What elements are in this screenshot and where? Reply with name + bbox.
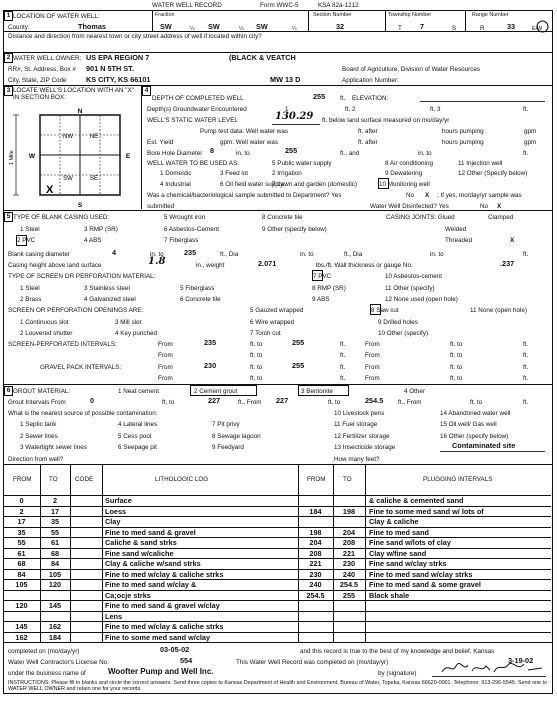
svg-text:NW: NW: [63, 134, 73, 140]
business-name: Woofter Pump and Well Inc.: [108, 667, 214, 676]
svg-text:E: E: [125, 153, 131, 160]
log-cell-d: Lens: [105, 611, 123, 621]
log-cell-t: 184: [48, 632, 62, 642]
log-cell-t2: 198: [342, 506, 356, 516]
log-cell-f: 17: [17, 517, 26, 526]
casing-pvc-selected: 2 PVC: [17, 237, 36, 244]
instructions: INSTRUCTIONS: Please fill in blanks and circle the correct answers. Send three copies to Kansas Department of Health and Environment, Bureau of Water, Topeka, Kansas 66620-0001. Telephone: 913-296-5545. Send one to WATER WELL OWNER and retain one for your records.: [8, 680, 547, 692]
log-cell-p: Fine to med sand: [369, 527, 430, 537]
log-cell-f2: 221: [309, 559, 322, 568]
log-cell-f2: 204: [309, 538, 322, 547]
north-label: N: [77, 108, 83, 115]
log-cell-t2: 255: [342, 590, 356, 600]
record-date: 3-19-02: [508, 656, 534, 665]
completion-date: 03-05-02: [160, 645, 190, 654]
log-cell-f: 120: [15, 601, 28, 610]
log-cell-t: 2: [52, 496, 58, 505]
depth-value: 255: [313, 92, 326, 101]
log-cell-t: 68: [50, 548, 60, 558]
owner-address: 901 N 5TH ST.: [86, 64, 134, 73]
svg-text:S: S: [77, 202, 83, 209]
well-x-mark: X: [46, 184, 54, 196]
log-cell-t: 35: [50, 517, 60, 526]
log-cell-f2: 254.5: [306, 590, 325, 600]
distance-label: Distance and direction from nearest town or city street address of well if located within city?: [8, 33, 262, 40]
log-cell-f2: 230: [309, 569, 322, 579]
log-cell-d: Fine sand w/caliche: [105, 548, 174, 558]
screen-pvc-selected: 7 PVC: [313, 273, 332, 280]
owner-name: US EPA REGION 7: [86, 53, 150, 62]
log-cell-d: Clay & caliche w/sand strks: [105, 559, 201, 568]
svg-text:SW: SW: [63, 176, 73, 182]
log-cell-t2: 230: [342, 559, 356, 568]
log-cell-d: Loess: [105, 506, 127, 516]
cement-grout-selected: 2 Cement grout: [194, 388, 238, 395]
ksa-ref: KSA 82a-1212: [318, 2, 359, 9]
township-number: 7: [420, 22, 425, 31]
log-cell-d: Fine to med w/clay & caliche strks: [105, 569, 224, 579]
log-cell-p: Fine sand w/lots of clay: [369, 538, 451, 547]
log-cell-t: 17: [50, 506, 60, 516]
log-cell-d: Fine to med sand & gravel w/clay: [105, 601, 220, 610]
svg-text:1 Mile: 1 Mile: [9, 150, 15, 165]
log-cell-f: 84: [17, 569, 26, 579]
log-cell-d: Fine to med w/clay & caliche strks: [105, 622, 224, 631]
log-cell-t: 145: [48, 601, 62, 610]
log-cell-f: 2: [19, 506, 24, 516]
form-number: Form WWC-5: [260, 2, 299, 9]
svg-text:SE: SE: [89, 176, 99, 182]
license-number: 554: [180, 656, 193, 665]
log-cell-p: & caliche & cemented sand: [369, 496, 464, 505]
log-cell-p: Clay w/fine sand: [369, 548, 427, 558]
log-cell-p: Fine to med sand w/clay strks: [369, 569, 473, 579]
log-cell-t: 61: [50, 538, 60, 547]
log-cell-d: Caliche & sand strks: [105, 538, 177, 547]
log-header-row: FROM TO CODE LITHOLOGIC LOG FROM TO PLUGGING INTERVALS: [13, 476, 493, 483]
log-cell-p: Fine to some med sand w/ lots of: [369, 506, 484, 516]
log-cell-d: Fine to med sand & gravel: [105, 527, 196, 537]
log-cell-f: 162: [15, 632, 28, 642]
log-cell-p: Clay & caliche: [369, 517, 419, 526]
log-cell-t2: 204: [342, 527, 356, 537]
log-cell-f: 55: [17, 538, 26, 547]
log-cell-t2: 221: [342, 548, 356, 558]
s1-label: LOCATION OF WATER WELL:: [13, 13, 100, 20]
county-value: Thomas: [78, 22, 106, 31]
log-cell-t2: 254.5: [339, 580, 359, 589]
log-cell-d: Surface: [105, 496, 132, 505]
svg-text:W: W: [28, 153, 36, 160]
log-cell-f2: 208: [309, 548, 322, 558]
lithologic-log-table: [3, 464, 552, 644]
log-cell-f: 145: [15, 622, 28, 631]
owner-city: KS CITY, KS 66101: [86, 75, 151, 84]
monitoring-well-selected: 10 Monitoring well: [379, 181, 430, 188]
log-cell-f2: 240: [309, 580, 322, 589]
log-cell-t: 105: [48, 569, 62, 579]
bentonite-selected: 3 Bentonite: [301, 388, 333, 395]
log-cell-p: Fine sand w/clay strks: [369, 559, 447, 568]
saw-cut-selected: 8 Saw cut: [371, 307, 399, 314]
log-cell-f: 61: [17, 548, 26, 558]
log-cell-t2: 240: [342, 569, 356, 579]
log-cell-d: Fine to med sand w/clay &: [105, 580, 197, 589]
water-well-record-form: WATER WELL RECORD Form WWC-5 KSA 82a-1212 1 LOCATION OF WATER WELL: Fraction Section Number Township Number Range Number County: Thomas SW ¼ SW ¼ SW ¼ 32 T 7 S R 33 E/W Distance and direction from nearest town or city street address of well if located within city? 2 WATER WELL OWNER: US EPA REGION 7 (BLACK & VEATCH RR#, St. Address, Box # 901 N 5TH ST. City, State, ZIP Code KS CITY, KS 66101 MW 13 D Board of Agriculture, Division of Water Resources Application Number: 3 LOCATE WELL'S LOCATION WITH AN "X" IN SECTION BOX: N NW NE SW SE W E S X 1 Mile 4 DEPTH OF COMPLETED WELL 255 ft. ELEVATION: Depth(s) Groundwater Encountered 1 ft. 2 ft. 3 ft. WELL'S STATIC WATER LEVEL 130.29 ft. below land surface measured on mo/day/yr Pump test data: Well water was ft. after hours pumping gpm Est. Yield gpm: Well water was ft. after hours pumping gpm Bore Hole Diameter 8 in. to 255 ft., and in. to ft. WELL WATER TO BE USED AS: 1 Domestic 3 Feed lot 5 Public water supply 2 Irrigation 8 Air conditioning 9 Dewatering 11 Injection well 12 Other (Specify below) 4 Industrial 6 Oil field water supply 7 Lawn and garden (domestic) 10 Monitoring well Was a chemical/bacteriological sample submitted to Department? Yes No X ; If yes, mo/day/yr sample was submitted Water Well Disinfected? Yes No X 5 TYPE OF BLANK CASING USED: 1 Steel 3 RMP (SR) 2 PVC 4 ABS 5 Wrought iron 6 Asbestos-Cement 7 Fiberglass 8 Concrete tile 9 Other (specify below) CASING JOINTS: Glued Clamped Welded Threaded X Blank casing diameter 4 in. to 235 ft., Dia in. to ft., Dia in. to ft. Casing height above land surface 1.8 in., weight 2.071 lbs./ft. Wall thickness or gauge No. .237 TYPE OF SCREEN OR PERFORATION MATERIAL: 7 PVC 10 Asbestos-cement 1 Steel 3 Stainless steel 5 Fiberglass 8 RMP (SR) 11 Other (specify) 2 Brass 4 Galvanized steel 6 Concrete tile 9 ABS 12 None used (open hole) SCREEN OR PERFORATION OPENINGS ARE: 5 Gauzed wrapped 8 Saw cut 11 None (open hole) 1 Continuous slot 3 Mill slot 6 Wire wrapped 9 Drilled holes 2 Louvered shutter 4 Key punched 7 Torch cut 10 Other (specify) SCREEN-PERFORATED INTERVALS: From 235 ft. to 255 ft. From ft. to ft. From ft. to ft. From ft. to ft. GRAVEL PACK INTERVALS: From 230 ft. to 255 ft. From ft. to ft. From ft. to ft. From ft. to ft. 6 GROUT MATERIAL: 1 Neat cement 2 Cement grout 3 Bentonite 4 Other Grout Intervals From 0 ft. to 227 ft., From 227 ft. to 254.5 ft., From ft. to ft. What is the nearest source of possible contamination: 1 Septic tank 4 Lateral lines 7 Pit privy 10 Livestock pens 14 Abandoned water well 2 Sewer lines 5 Cess pool 8 Sewage lagoon 11 Fuel storage 15 Oil well/ Gas well 3 Watertight sewer lines 6 Seepage pit 9 Feedyard 12 Fertilizer storage 16 Other (specify below) 13 Insecticide storage Contaminated site Direction from well? How many feet? FROM TO CODE LITHOLOGIC LOG FROM TO PLUGGING INTERVALS 0 2 Surface & caliche & cemented sand 2 17 Loess 184 198 Fine to some med sand w/ lots of 17 35 Clay Clay & caliche 35 55 Fine to med sand & gravel 198 204 Fine to med sand 55 61 Caliche & sand strks 204 208 Fine sand w/lots of clay 61 68 Fine sand w/caliche 208 221 Clay w/fine sand 68 84 Clay & caliche w/sand strks 221 230 Fine sand w/clay strks 84 105 Fine to med w/clay & caliche strks 230 240 Fine to med sand w/clay strks 105 120 Fine to med sand w/clay & 240 254.5 Fine to med sand & some gravel Ca;ocje strks 254.5 255 Black shale 120 145 Fine to med sand & gravel w/clay Lens 145 162 Fine to med w/clay & caliche strks 162 184 Fine to some med sand w/clay completed on (mo/day/yr) 03-05-02 and this record is true to the best of my knowledge and belief. Kansas Water Well Contractor's License No. 554 This Water Well Record was completed on (mo/day/yr) 3-19-02 under the business name of Woofter Pump and Well Inc. by (signature) INSTRUCTIONS: Please fill in blanks and circle the correct answers. Send three copies to Kansas Department of Health and Environment, Bureau of Water, Topeka, Kansas 66620-0001. Telephone: 913-296-5545. Send one to WATER WELL OWNER and retain one for your records.: [0, 0, 557, 708]
contractor-signature: [438, 660, 546, 676]
log-cell-p: Black shale: [369, 590, 410, 600]
log-cell-f2: 184: [309, 506, 322, 516]
static-level-value: 130.29: [275, 111, 314, 122]
log-cell-t: 162: [48, 622, 62, 631]
log-cell-p: Fine to med sand & some gravel: [369, 580, 481, 589]
range-number: 33: [507, 22, 516, 31]
log-cell-f: 68: [17, 559, 26, 568]
section-location-grid: [8, 103, 138, 211]
log-cell-f: 105: [15, 580, 28, 589]
section-number: 32: [336, 22, 345, 31]
log-cell-d: Fine to some med sand w/clay: [105, 632, 211, 642]
form-title: WATER WELL RECORD: [152, 2, 222, 9]
log-cell-f2: 198: [309, 527, 322, 537]
bore-diameter: 8: [210, 146, 215, 155]
log-cell-t: 55: [50, 527, 60, 537]
log-cell-f: 0: [19, 496, 24, 505]
log-cell-t2: 208: [342, 538, 356, 547]
svg-text:NE: NE: [89, 134, 99, 140]
log-cell-f: 35: [17, 527, 26, 537]
log-cell-d: Clay: [105, 517, 121, 526]
log-cell-d: Ca;ocje strks: [105, 590, 151, 600]
log-cell-t: 120: [48, 580, 62, 589]
log-cell-t: 84: [50, 559, 60, 568]
contaminated-site-value: Contaminated site: [452, 441, 516, 450]
